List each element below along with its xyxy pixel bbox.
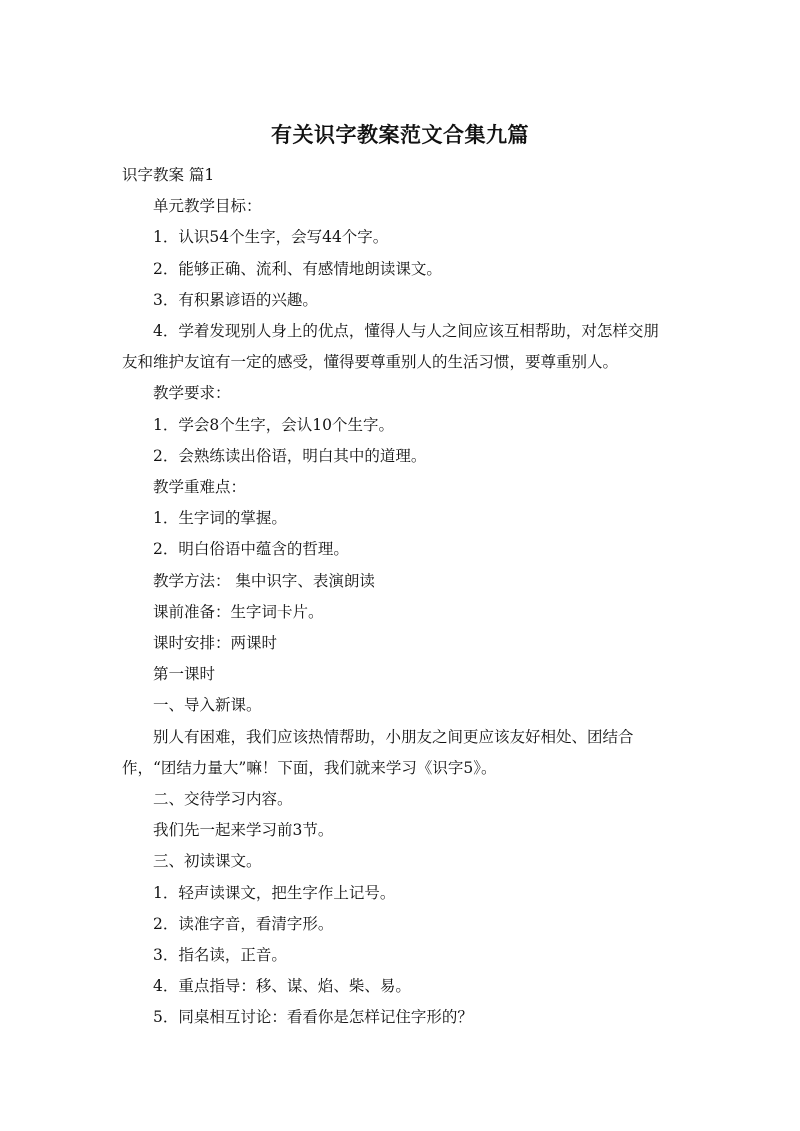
paragraph-line: 我们先一起来学习前3节。 — [153, 821, 334, 840]
paragraph-line-continued: 友和维护友谊有一定的感受，懂得要尊重别人的生活习惯，要尊重别人。 — [122, 353, 619, 372]
paragraph-line: 别人有困难，我们应该热情帮助，小朋友之间更应该友好相处、团结合 — [153, 727, 634, 746]
paragraph-line: 1．轻声读课文，把生字作上记号。 — [153, 883, 396, 902]
paragraph-line: 二、交待学习内容。 — [153, 790, 293, 809]
paragraph-line: 2．读准字音，看清字形。 — [153, 914, 334, 933]
paragraph-line: 课时安排：两课时 — [153, 634, 278, 653]
paragraph-line: 第一课时 — [153, 665, 216, 684]
paragraph-line: 1．认识54个生字，会写44个字。 — [153, 228, 389, 247]
paragraph-line: 2．能够正确、流利、有感情地朗读课文。 — [153, 259, 442, 278]
paragraph-line: 3．有积累谚语的兴趣。 — [153, 290, 318, 309]
page-title: 有关识字教案范文合集九篇 — [271, 123, 529, 147]
document-body — [122, 160, 682, 1034]
paragraph-line: 单元教学目标： — [153, 197, 262, 216]
paragraph-line: 教学重难点： — [153, 478, 247, 497]
section-heading: 识字教案 篇1 — [122, 166, 215, 184]
paragraph-line: 2．会熟练读出俗语，明白其中的道理。 — [153, 446, 427, 465]
paragraph-line: 1．学会8个生字，会认10个生字。 — [153, 415, 394, 434]
paragraph-line: 4．学着发现别人身上的优点，懂得人与人之间应该互相帮助，对怎样交朋 — [153, 322, 659, 341]
paragraph-line: 教学方法： 集中识字、表演朗读 — [153, 571, 375, 590]
paragraph-line: 4．重点指导：移、谋、焰、柴、易。 — [153, 977, 411, 996]
paragraph-line: 2．明白俗语中蕴含的哲理。 — [153, 540, 349, 559]
paragraph-line: 1．生字词的掌握。 — [153, 509, 287, 528]
paragraph-line: 教学要求： — [153, 384, 231, 403]
paragraph-line: 三、初读课文。 — [153, 852, 262, 871]
paragraph-line-continued: 作，“团结力量大”嘛！下面，我们就来学习《识字5》。 — [122, 758, 497, 777]
paragraph-line: 一、导入新课。 — [153, 696, 262, 715]
paragraph-line: 5．同桌相互讨论：看看你是怎样记住字形的？ — [153, 1008, 473, 1027]
paragraph-line: 课前准备：生字词卡片。 — [153, 602, 324, 621]
paragraph-line: 3．指名读，正音。 — [153, 946, 287, 965]
